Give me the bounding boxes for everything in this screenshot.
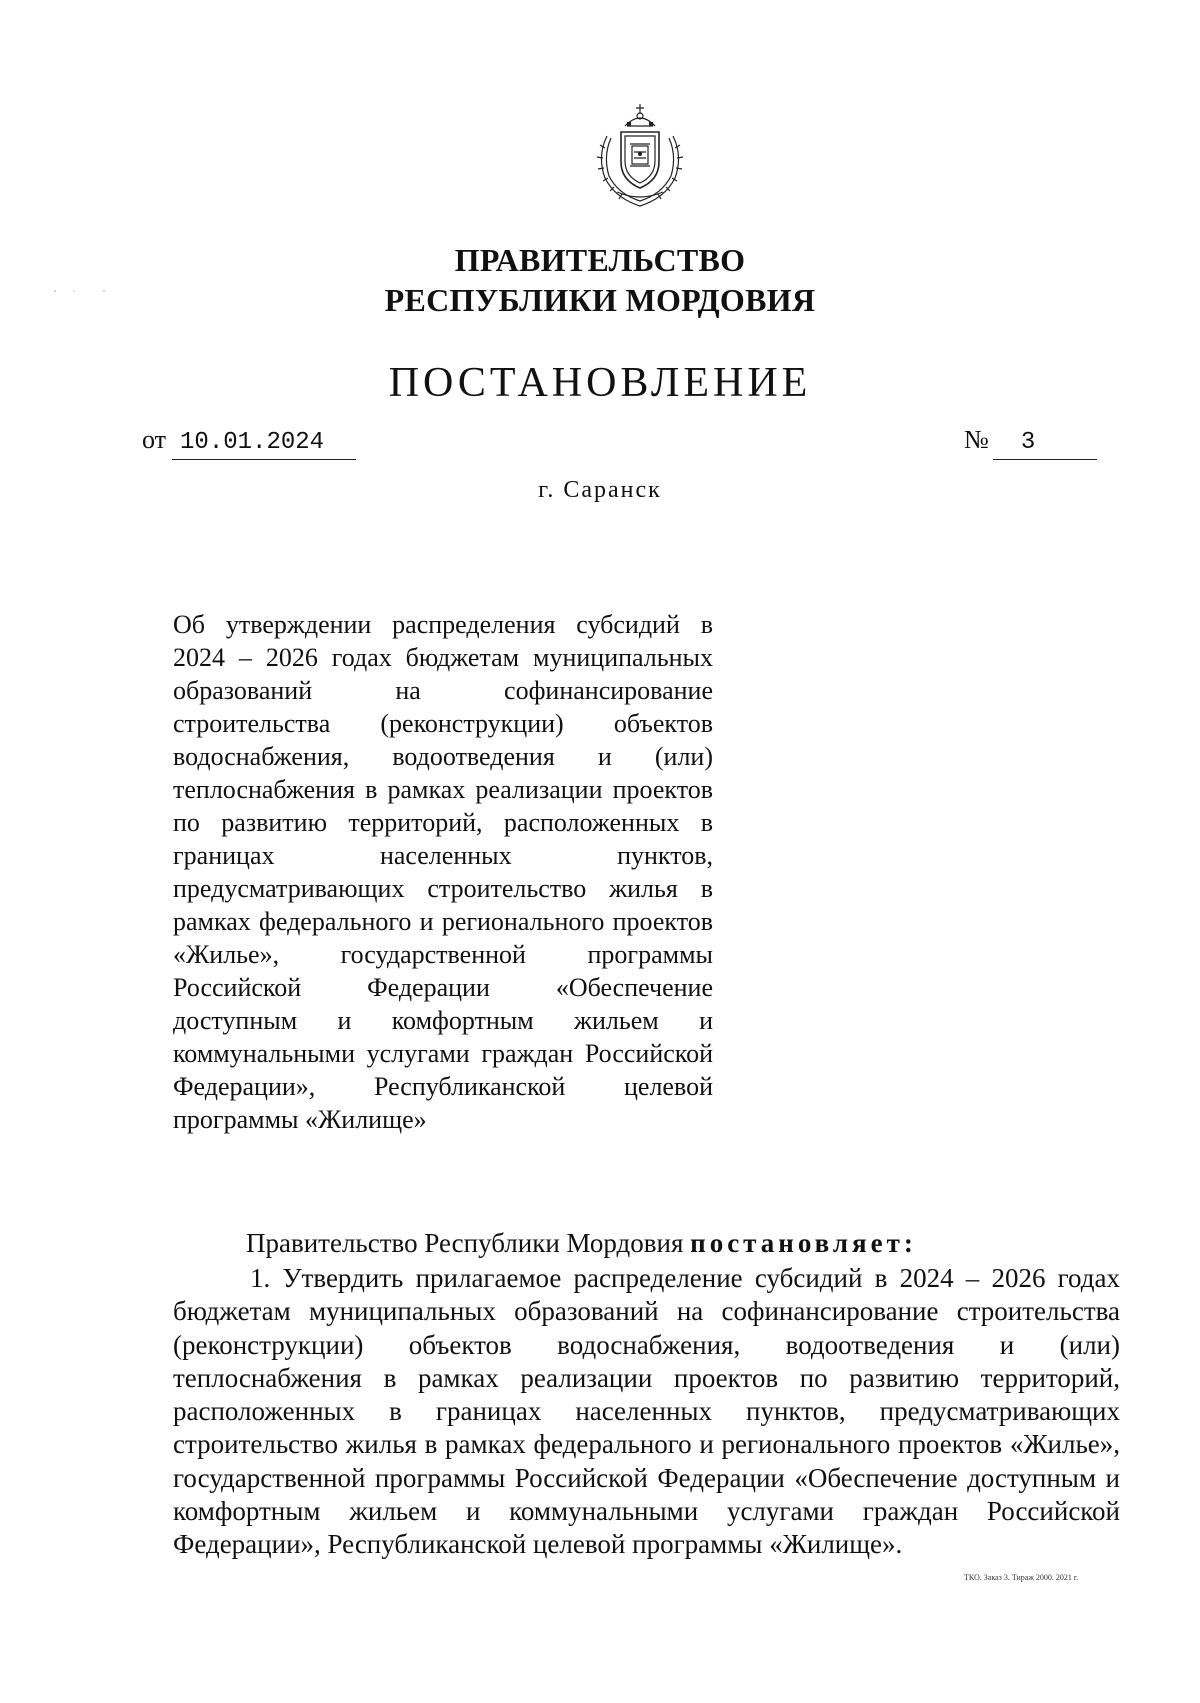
document-type-title: ПОСТАНОВЛЕНИЕ <box>388 360 812 406</box>
enacting-clause-verb: постановляет: <box>690 1228 917 1258</box>
coat-of-arms-icon <box>587 96 693 210</box>
date-value: 10.01.2024 <box>172 427 356 460</box>
decree-subject: Об утверждении распределения субсидий в 2024 – 2026 годах бюджетам муниципальных образований на софинансирование строительства (реконструкции) объектов водоснабжения, водоотведения и (или) теплоснабжения в рамках реализации проектов по развитию территорий, расположенных в границах населенных пунктов, предусматривающих строительство жилья в рамках федерального и регионального проектов «Жилье», государственной программы Российской Федерации «Обеспечение доступным и комфортным жильем и коммунальными услугами граждан Российской Федерации», Республиканской целевой программы «Жилище» <box>173 610 713 1134</box>
decree-number <box>964 424 1097 460</box>
city-label: г. Саранск <box>538 477 662 503</box>
enacting-clause-subject: Правительство Республики Мордовия <box>246 1228 684 1258</box>
decree-date <box>142 424 356 460</box>
number-value: 3 <box>993 427 1097 460</box>
date-prefix: от <box>142 425 167 454</box>
number-prefix: № <box>964 425 989 454</box>
paragraph-1: 1. Утвердить прилагаемое распределение субсидий в 2024 – 2026 годах бюджетам муниципальных образований на софинансирование строительства (реконструкции) объектов водоснабжения, водоотведения и (или) теплоснабжения в рамках реализации проектов по развитию территорий, расположенных в границах населенных пунктов, предусматривающих строительство жилья в рамках федерального и регионального проектов «Жилье», государственной программы Российской Федерации «Обеспечение доступным и комфортным жильем и коммунальными услугами граждан Российской Федерации», Республиканской целевой программы «Жилище». <box>173 1263 1120 1560</box>
enacting-clause <box>246 1226 917 1260</box>
print-run-note: ТКО. Заказ 3. Тираж 2000. 2021 г. <box>964 1573 1079 1582</box>
government-title-line1: ПРАВИТЕЛЬСТВО <box>454 242 746 278</box>
government-title-line2: РЕСПУБЛИКИ МОРДОВИЯ <box>384 282 816 318</box>
